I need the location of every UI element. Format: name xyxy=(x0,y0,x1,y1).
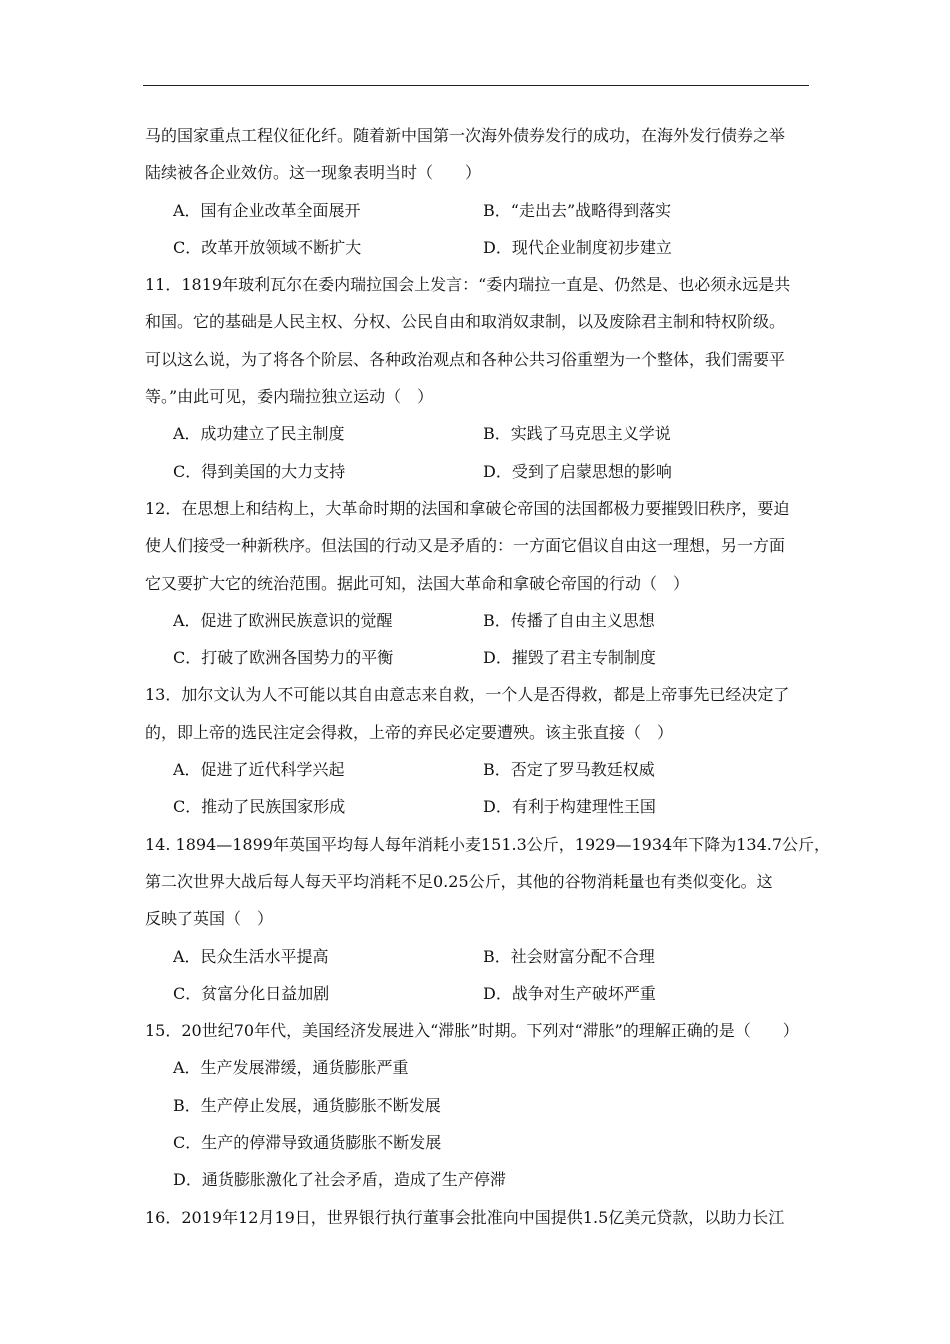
question-text-line: 使人们接受一种新秩序。但法国的行动又是矛盾的：一方面它倡议自由这一理想，另一方面 xyxy=(145,536,786,556)
question-text-line: 的，即上帝的选民注定会得救，上帝的弃民必定要遭殃。该主张直接（ ） xyxy=(145,722,674,742)
question-text-line: 等。”由此可见，委内瑞拉独立运动（ ） xyxy=(145,387,434,407)
question-16 xyxy=(145,1199,825,1236)
option-row xyxy=(145,975,825,1012)
option-b[interactable]: B．“走出去”战略得到落实 xyxy=(483,200,672,220)
option-b[interactable]: B．实践了马克思主义学说 xyxy=(483,424,671,444)
question-13 xyxy=(145,676,825,825)
option-a[interactable]: A．促进了欧洲民族意识的觉醒 xyxy=(173,610,393,630)
option-d[interactable]: D．通货膨胀激化了社会矛盾，造成了生产停滞 xyxy=(173,1170,506,1190)
option-row xyxy=(145,1087,825,1124)
header-rule xyxy=(143,85,809,86)
question-text-line: 13．加尔文认为人不可能以其自由意志来自救，一个人是否得救，都是上帝事先已经决定了 xyxy=(145,685,790,705)
option-b[interactable]: B．社会财富分配不合理 xyxy=(483,946,655,966)
option-a[interactable]: A．生产发展滞缓，通货膨胀严重 xyxy=(173,1058,409,1078)
option-a[interactable]: A．成功建立了民主制度 xyxy=(173,424,345,444)
option-c[interactable]: C．得到美国的大力支持 xyxy=(173,461,346,481)
option-b[interactable]: B．传播了自由主义思想 xyxy=(483,610,655,630)
option-d[interactable]: D．现代企业制度初步建立 xyxy=(483,237,672,257)
option-c[interactable]: C．改革开放领域不断扩大 xyxy=(173,237,362,257)
question-text-line: 11．1819年玻利瓦尔在委内瑞拉国会上发言：“委内瑞拉一直是、仍然是、也必须永远是共 xyxy=(145,275,791,295)
option-row xyxy=(145,453,825,490)
question-text-line: 和国。它的基础是人民主权、分权、公民自由和取消奴隶制，以及废除君主制和特权阶级。 xyxy=(145,312,786,332)
option-row xyxy=(145,1124,825,1161)
question-text-line: 陆续被各企业效仿。这一现象表明当时（ ） xyxy=(145,163,482,183)
option-b[interactable]: B．生产停止发展，通货膨胀不断发展 xyxy=(173,1095,441,1115)
option-d[interactable]: D．受到了启蒙思想的影响 xyxy=(483,461,672,481)
question-text-line: 12．在思想上和结构上，大革命时期的法国和拿破仑帝国的法国都极力要摧毁旧秩序，要迫 xyxy=(145,498,790,518)
option-row xyxy=(145,229,825,266)
question-10-continued xyxy=(145,117,825,266)
option-d[interactable]: D．摧毁了君主专制制度 xyxy=(483,648,656,668)
question-text-line: 15．20世纪70年代，美国经济发展进入“滞胀”时期。下列对“滞胀”的理解正确的是（ ） xyxy=(145,1021,799,1041)
option-c[interactable]: C．生产的停滞导致通货膨胀不断发展 xyxy=(173,1133,442,1153)
question-12 xyxy=(145,490,825,676)
question-15 xyxy=(145,1012,825,1198)
option-row xyxy=(145,938,825,975)
exam-page xyxy=(145,117,831,1236)
option-row xyxy=(145,602,825,639)
question-text-line: 它又要扩大它的统治范围。据此可知，法国大革命和拿破仑帝国的行动（ ） xyxy=(145,573,690,593)
question-text-line: 16．2019年12月19日，世界银行执行董事会批准向中国提供1.5亿美元贷款，以助力长江 xyxy=(145,1207,785,1227)
question-text-line: 14. 1894—1899年英国平均每人每年消耗小麦151.3公斤，1929—1934年下降为134.7公斤， xyxy=(145,834,831,854)
option-a[interactable]: A．民众生活水平提高 xyxy=(173,946,329,966)
question-11 xyxy=(145,266,825,490)
option-row xyxy=(145,639,825,676)
option-c[interactable]: C．打破了欧洲各国势力的平衡 xyxy=(173,648,394,668)
option-a[interactable]: A．促进了近代科学兴起 xyxy=(173,760,345,780)
option-d[interactable]: D．有利于构建理性王国 xyxy=(483,797,656,817)
option-row xyxy=(145,415,825,452)
option-row xyxy=(145,788,825,825)
question-text-line: 第二次世界大战后每人每天平均消耗不足0.25公斤，其他的谷物消耗量也有类似变化。这 xyxy=(145,871,773,891)
option-a[interactable]: A．国有企业改革全面展开 xyxy=(173,200,361,220)
option-row xyxy=(145,751,825,788)
option-row xyxy=(145,1049,825,1086)
question-text-line: 马的国家重点工程仪征化纤。随着新中国第一次海外债券发行的成功，在海外发行债券之举 xyxy=(145,126,786,145)
option-d[interactable]: D．战争对生产破坏严重 xyxy=(483,983,656,1003)
option-c[interactable]: C．贫富分化日益加剧 xyxy=(173,983,330,1003)
question-text-line: 可以这么说，为了将各个阶层、各种政治观点和各种公共习俗重塑为一个整体，我们需要平 xyxy=(145,349,786,369)
question-text-line: 反映了英国（ ） xyxy=(145,909,274,929)
question-14 xyxy=(145,826,831,1012)
option-b[interactable]: B．否定了罗马教廷权威 xyxy=(483,760,655,780)
option-c[interactable]: C．推动了民族国家形成 xyxy=(173,797,346,817)
option-row xyxy=(145,192,825,229)
option-row xyxy=(145,1161,825,1198)
